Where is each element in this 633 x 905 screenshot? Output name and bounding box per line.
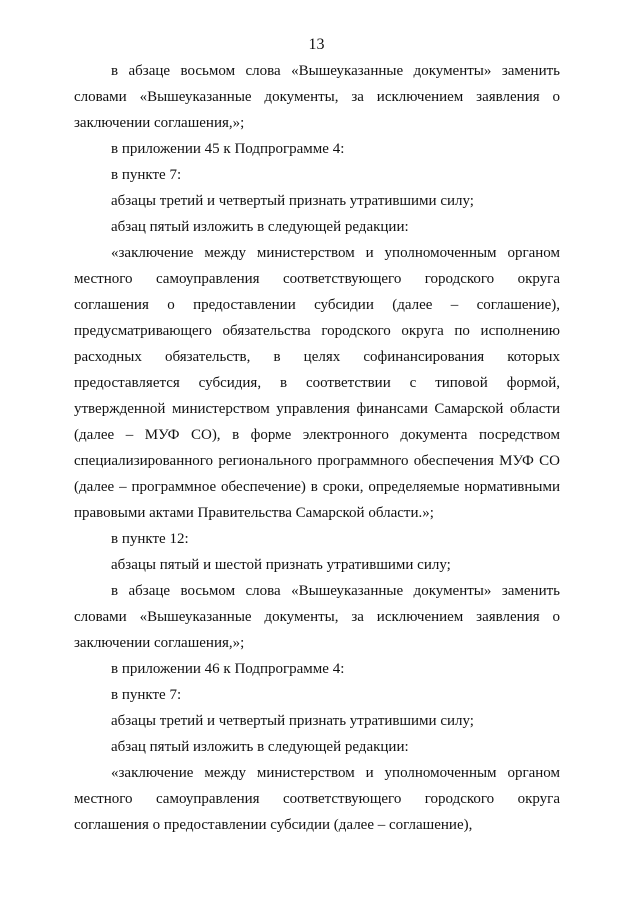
text-line: абзацы третий и четвертый признать утратившими силу;: [111, 713, 474, 729]
text-line: в приложении 46 к Подпрограмме 4:: [111, 661, 345, 677]
text-line: «заключение между министерством и уполномоченным органом: [111, 245, 560, 261]
text-line: абзац пятый изложить в следующей редакции:: [111, 219, 409, 235]
text-line: соглашения о предоставлении субсидии (далее – соглашение),: [74, 297, 560, 313]
text-line: заключении соглашения,»;: [74, 115, 245, 131]
text-line: словами «Вышеуказанные документы, за исключением заявления о: [74, 89, 560, 105]
document-body: [74, 58, 560, 838]
text-line: (далее – программное обеспечение) в сроки, определяемые нормативными: [74, 479, 560, 495]
text-line: предусматривающего обязательства городского округа по исполнению: [74, 323, 560, 339]
text-line: правовыми актами Правительства Самарской области.»;: [74, 505, 434, 521]
text-line: утвержденной министерством управления финансами Самарской области: [74, 401, 560, 417]
text-line: абзацы третий и четвертый признать утратившими силу;: [111, 193, 474, 209]
paragraph-p9: [74, 578, 560, 656]
text-line: в абзаце восьмом слова «Вышеуказанные документы» заменить: [111, 63, 560, 79]
text-line: соглашения о предоставлении субсидии (далее – соглашение),: [74, 817, 473, 833]
paragraph-p10: [74, 656, 560, 682]
paragraph-p14: [74, 760, 560, 838]
paragraph-p11: [74, 682, 560, 708]
text-line: местного самоуправления соответствующего городского округа: [74, 791, 560, 807]
paragraph-p1: [74, 58, 560, 136]
text-line: абзац пятый изложить в следующей редакции:: [111, 739, 409, 755]
text-line: специализированного регионального программного обеспечения МУФ СО: [74, 453, 560, 469]
text-line: словами «Вышеуказанные документы, за исключением заявления о: [74, 609, 560, 625]
paragraph-p5: [74, 214, 560, 240]
text-line: «заключение между министерством и уполномоченным органом: [111, 765, 560, 781]
text-line: в приложении 45 к Подпрограмме 4:: [111, 141, 345, 157]
paragraph-p8: [74, 552, 560, 578]
text-line: местного самоуправления соответствующего городского округа: [74, 271, 560, 287]
paragraph-p6: [74, 240, 560, 526]
paragraph-p13: [74, 734, 560, 760]
text-line: абзацы пятый и шестой признать утратившими силу;: [111, 557, 451, 573]
text-line: в пункте 7:: [111, 687, 182, 703]
text-line: заключении соглашения,»;: [74, 635, 245, 651]
text-line: расходных обязательств, в целях софинансирования которых: [74, 349, 560, 365]
text-line: предоставляется субсидия, в соответствии с типовой формой,: [74, 375, 560, 391]
text-line: в абзаце восьмом слова «Вышеуказанные документы» заменить: [111, 583, 560, 599]
paragraph-p12: [74, 708, 560, 734]
paragraph-p3: [74, 162, 560, 188]
paragraph-p4: [74, 188, 560, 214]
paragraph-p7: [74, 526, 560, 552]
text-line: в пункте 7:: [111, 167, 182, 183]
page-number: 13: [308, 36, 325, 53]
paragraph-p2: [74, 136, 560, 162]
text-line: (далее – МУФ СО), в форме электронного документа посредством: [74, 427, 560, 443]
text-line: в пункте 12:: [111, 531, 189, 547]
